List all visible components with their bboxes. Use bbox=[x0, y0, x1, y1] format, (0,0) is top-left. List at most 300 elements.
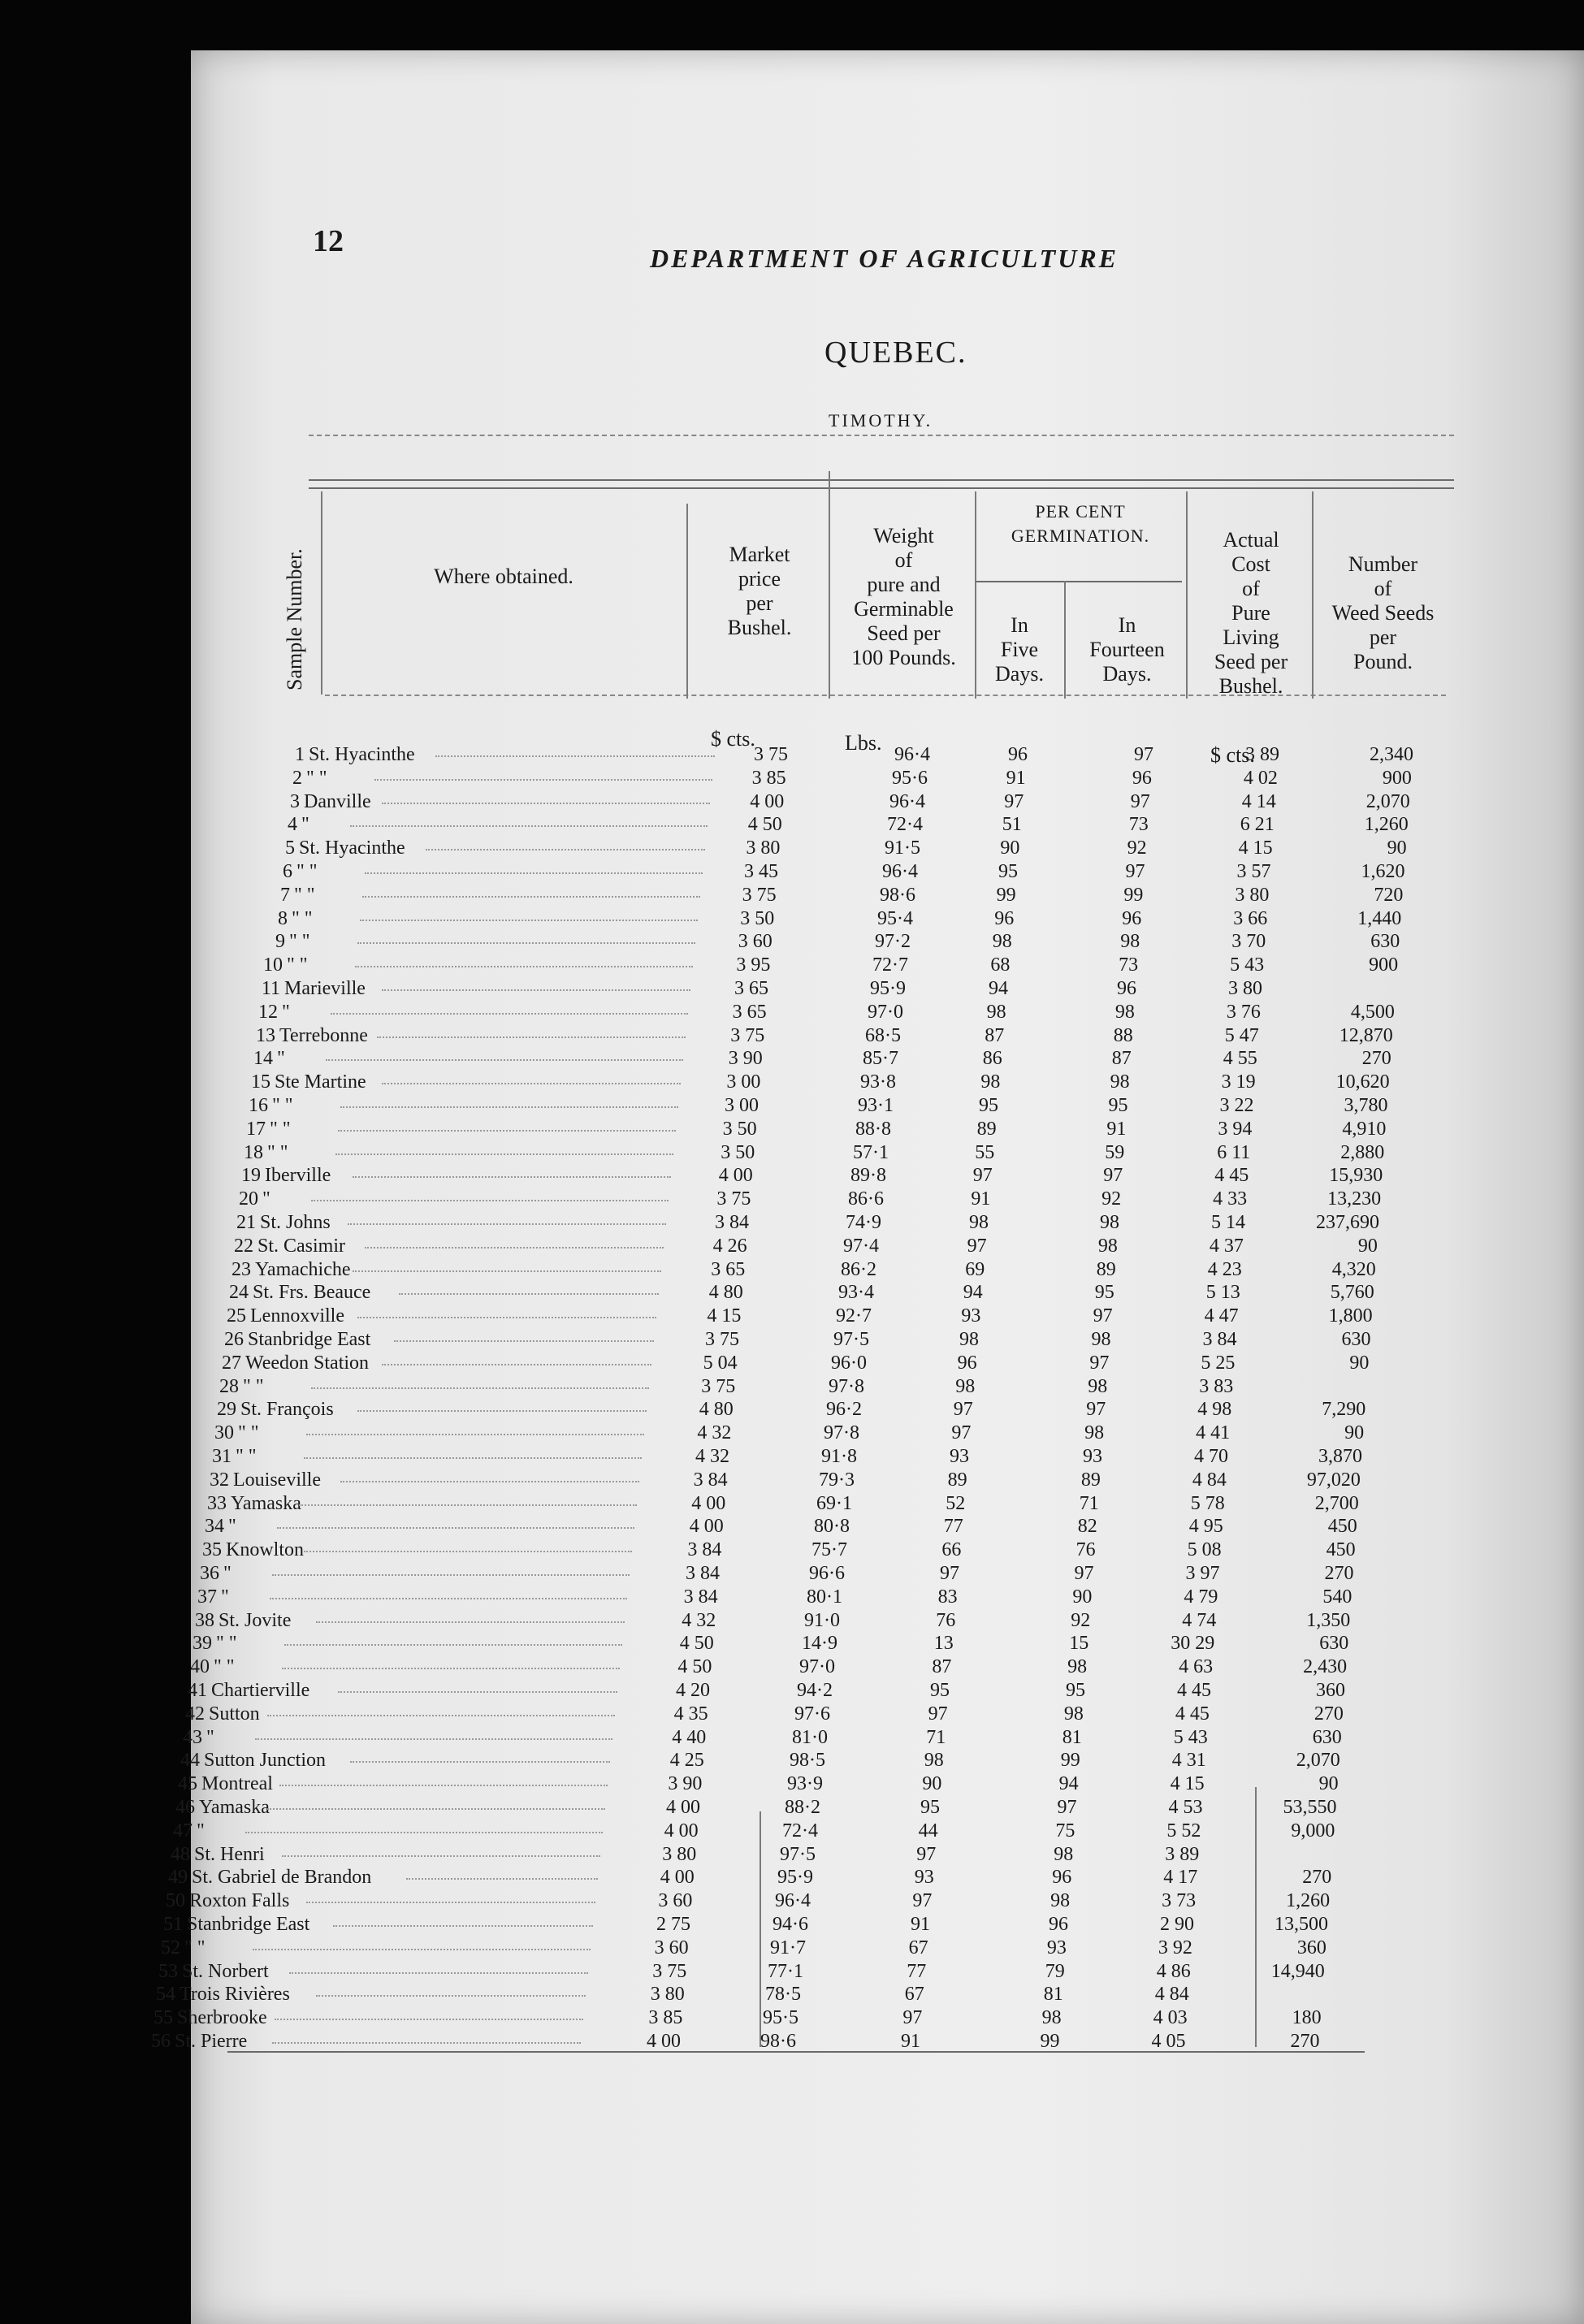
cell-place: " " bbox=[296, 861, 318, 882]
dot-leader bbox=[282, 1847, 600, 1857]
cell-actual-cost: 30 29 bbox=[1171, 1633, 1215, 1655]
dot-leader bbox=[365, 1239, 664, 1249]
cell-actual-cost: 4 14 bbox=[1241, 790, 1276, 812]
cell-place: St. Hyacinthe bbox=[309, 744, 415, 765]
cell-weight: 88·8 bbox=[855, 1118, 891, 1140]
cell-place: St. Jovite bbox=[219, 1609, 292, 1631]
cell-germ-five: 67 bbox=[904, 1984, 924, 2006]
cell-place: " " bbox=[184, 1937, 206, 1958]
cell-germ-five: 97 bbox=[928, 1703, 948, 1725]
table-row bbox=[0, 1890, 1331, 1912]
cell-germ-fourteen: 82 bbox=[1077, 1516, 1097, 1538]
cell-place: " " bbox=[238, 1422, 259, 1444]
cell-weed-seeds: 270 bbox=[1361, 1048, 1391, 1070]
cell-actual-cost: 3 57 bbox=[1236, 861, 1271, 882]
cell-sample-number: 27 bbox=[222, 1352, 241, 1374]
table-row bbox=[0, 1609, 1351, 1631]
unit-weight: Lbs. bbox=[845, 731, 882, 755]
dot-leader bbox=[357, 1309, 656, 1318]
cell-sample-number: 6 bbox=[283, 861, 292, 882]
cell-weight: 91·8 bbox=[821, 1446, 857, 1467]
dot-leader bbox=[299, 1496, 637, 1506]
cell-weed-seeds: 270 bbox=[1290, 2031, 1320, 2052]
table-row bbox=[0, 1633, 1349, 1655]
cell-weed-seeds: 2,340 bbox=[1370, 744, 1413, 765]
cell-germ-fourteen: 98 bbox=[1120, 931, 1140, 953]
cell-germ-fourteen: 98 bbox=[1088, 1375, 1108, 1397]
table-row bbox=[0, 978, 1262, 999]
cell-place: St. Pierre bbox=[175, 2031, 248, 2052]
cell-weed-seeds: 2,880 bbox=[1340, 1141, 1385, 1163]
cell-germ-fourteen: 73 bbox=[1128, 814, 1149, 836]
cell-sample-number: 45 bbox=[178, 1773, 197, 1795]
cell-place: Terrebonne bbox=[279, 1024, 368, 1046]
cell-actual-cost: 4 74 bbox=[1182, 1609, 1217, 1631]
cell-place: " " bbox=[306, 767, 327, 789]
cell-germ-five: 97 bbox=[1004, 790, 1024, 812]
cell-place: Danville bbox=[304, 790, 371, 812]
cell-germ-fourteen: 97 bbox=[1086, 1399, 1106, 1421]
cell-sample-number: 24 bbox=[229, 1282, 249, 1304]
cell-weed-seeds: 1,260 bbox=[1286, 1890, 1331, 1912]
dot-leader bbox=[355, 958, 693, 967]
cell-actual-cost: 2 90 bbox=[1160, 1914, 1194, 1935]
page-number: 12 bbox=[313, 224, 344, 258]
cell-weed-seeds: 720 bbox=[1374, 884, 1404, 906]
cell-place: " " bbox=[243, 1375, 264, 1397]
cell-sample-number: 55 bbox=[154, 2007, 173, 2029]
table-row bbox=[0, 1656, 1348, 1678]
cell-germ-five: 87 bbox=[932, 1656, 952, 1678]
cell-weight: 86·6 bbox=[848, 1188, 884, 1210]
cell-germ-fourteen: 93 bbox=[1083, 1446, 1102, 1467]
cell-germ-five: 13 bbox=[933, 1633, 954, 1655]
cell-germ-five: 93 bbox=[950, 1446, 969, 1467]
cell-weight: 79·3 bbox=[819, 1469, 855, 1491]
cell-place: " " bbox=[270, 1118, 291, 1140]
table-row bbox=[0, 1492, 1359, 1514]
cell-sample-number: 56 bbox=[151, 2031, 171, 2052]
dot-leader bbox=[253, 1941, 591, 1950]
cell-germ-fourteen: 75 bbox=[1055, 1820, 1075, 1841]
cell-actual-cost: 4 23 bbox=[1207, 1258, 1242, 1280]
cell-actual-cost: 5 13 bbox=[1205, 1282, 1240, 1304]
cell-germ-five: 97 bbox=[902, 2007, 923, 2029]
cell-market-price: 4 80 bbox=[708, 1282, 743, 1304]
cell-germ-five: 91 bbox=[911, 1914, 930, 1935]
cell-weed-seeds: 4,320 bbox=[1331, 1258, 1376, 1280]
cell-weight: 93·8 bbox=[860, 1071, 896, 1093]
dot-leader bbox=[435, 747, 715, 757]
cell-place: Trois Rivières bbox=[180, 1984, 290, 2006]
cell-germ-five: 67 bbox=[908, 1937, 928, 1958]
cell-germ-fourteen: 96 bbox=[1132, 767, 1152, 789]
cell-germ-fourteen: 76 bbox=[1075, 1539, 1096, 1561]
cell-market-price: 2 75 bbox=[656, 1914, 690, 1935]
cell-market-price: 3 84 bbox=[683, 1586, 718, 1608]
cell-germ-five: 52 bbox=[946, 1492, 966, 1514]
cell-weight: 74·9 bbox=[846, 1212, 881, 1233]
table-row bbox=[0, 1773, 1339, 1795]
dot-leader bbox=[279, 1777, 608, 1786]
cell-weight: 85·7 bbox=[863, 1048, 898, 1070]
cell-weight: 78·5 bbox=[765, 1984, 801, 2006]
cell-place: " " bbox=[214, 1656, 235, 1678]
cell-weight: 91·5 bbox=[885, 837, 920, 859]
cell-market-price: 3 85 bbox=[751, 767, 786, 789]
cell-weight: 77·1 bbox=[768, 1960, 803, 1982]
dot-leader bbox=[348, 1215, 666, 1225]
cell-germ-five: 98 bbox=[924, 1750, 944, 1772]
cell-weed-seeds: 1,440 bbox=[1357, 907, 1402, 929]
cell-market-price: 3 45 bbox=[744, 861, 778, 882]
germination-rule bbox=[975, 581, 1182, 582]
cell-sample-number: 46 bbox=[175, 1797, 195, 1818]
cell-actual-cost: 4 55 bbox=[1223, 1048, 1257, 1070]
cell-germ-five: 51 bbox=[1002, 814, 1022, 836]
cell-germ-fourteen: 97 bbox=[1089, 1352, 1110, 1374]
cell-market-price: 3 65 bbox=[711, 1258, 746, 1280]
cell-germ-five: 98 bbox=[986, 1001, 1006, 1023]
cell-weed-seeds: 9,000 bbox=[1291, 1820, 1335, 1841]
cell-germ-fourteen: 98 bbox=[1063, 1703, 1084, 1725]
cell-market-price: 5 04 bbox=[703, 1352, 738, 1374]
cell-sample-number: 50 bbox=[166, 1890, 185, 1912]
table-row bbox=[0, 1820, 1335, 1841]
cell-germ-fourteen: 97 bbox=[1130, 790, 1150, 812]
cell-germ-five: 68 bbox=[990, 954, 1011, 976]
cell-market-price: 3 60 bbox=[654, 1937, 689, 1958]
cell-market-price: 3 50 bbox=[721, 1141, 755, 1163]
cell-germ-five: 98 bbox=[955, 1375, 976, 1397]
cell-sample-number: 36 bbox=[200, 1563, 219, 1584]
cell-sample-number: 30 bbox=[214, 1422, 234, 1444]
cell-market-price: 4 00 bbox=[666, 1797, 700, 1818]
cell-market-price: 3 50 bbox=[722, 1118, 757, 1140]
dot-leader bbox=[267, 1800, 605, 1810]
cell-weed-seeds: 13,500 bbox=[1275, 1914, 1328, 1935]
cell-sample-number: 17 bbox=[246, 1118, 266, 1140]
cell-actual-cost: 4 84 bbox=[1192, 1469, 1227, 1491]
cell-actual-cost: 4 05 bbox=[1151, 2031, 1186, 2052]
cell-weed-seeds: 630 bbox=[1341, 1329, 1371, 1350]
cell-germ-fourteen: 98 bbox=[1097, 1235, 1118, 1257]
cell-place: St. Gabriel de Brandon bbox=[192, 1867, 372, 1889]
cell-actual-cost: 4 70 bbox=[1194, 1446, 1228, 1467]
cell-germ-five: 83 bbox=[937, 1586, 958, 1608]
table-row bbox=[0, 1937, 1326, 1958]
cell-place: Sherbrooke bbox=[177, 2007, 267, 2029]
cell-weight: 97·0 bbox=[799, 1656, 835, 1678]
cell-market-price: 4 40 bbox=[672, 1726, 707, 1748]
cell-weight: 98·6 bbox=[760, 2031, 796, 2052]
dot-leader bbox=[382, 1075, 681, 1084]
cell-place: Lennoxville bbox=[250, 1305, 344, 1327]
cell-place: Stanbridge East bbox=[248, 1329, 371, 1350]
dot-leader bbox=[340, 1473, 639, 1482]
cell-actual-cost: 3 76 bbox=[1226, 1001, 1261, 1023]
cell-place: Sutton bbox=[209, 1703, 260, 1725]
cell-place: Yamachiche bbox=[255, 1258, 351, 1280]
cell-market-price: 4 00 bbox=[750, 790, 785, 812]
cell-germ-five: 94 bbox=[989, 978, 1008, 999]
cell-place: " bbox=[262, 1188, 270, 1210]
cell-germ-fourteen: 95 bbox=[1094, 1282, 1114, 1304]
cell-actual-cost: 3 80 bbox=[1228, 978, 1262, 999]
unit-market: $ cts. bbox=[711, 727, 755, 751]
cell-weight: 80·8 bbox=[814, 1516, 850, 1538]
cell-actual-cost: 3 94 bbox=[1218, 1118, 1253, 1140]
cell-market-price: 4 00 bbox=[664, 1820, 699, 1841]
top-rule-dotted bbox=[309, 435, 1454, 436]
dot-leader bbox=[316, 1987, 586, 1997]
cell-place: " bbox=[223, 1563, 232, 1584]
cell-sample-number: 21 bbox=[236, 1212, 256, 1233]
cell-sample-number: 49 bbox=[168, 1867, 188, 1889]
cell-actual-cost: 4 15 bbox=[1170, 1773, 1205, 1795]
cell-germ-fourteen: 95 bbox=[1066, 1680, 1085, 1701]
cell-weed-seeds: 900 bbox=[1382, 767, 1412, 789]
cell-place: Marieville bbox=[284, 978, 366, 999]
dot-leader bbox=[426, 841, 705, 850]
dot-leader bbox=[382, 981, 690, 991]
province-title: QUEBEC. bbox=[824, 335, 967, 370]
cell-market-price: 4 32 bbox=[697, 1422, 732, 1444]
cell-actual-cost: 6 21 bbox=[1240, 814, 1275, 836]
cell-weed-seeds: 13,230 bbox=[1327, 1188, 1382, 1210]
dot-leader bbox=[284, 1636, 622, 1646]
cell-germ-fourteen: 96 bbox=[1122, 907, 1142, 929]
cell-sample-number: 23 bbox=[232, 1258, 251, 1280]
dot-leader bbox=[326, 1051, 683, 1061]
cell-market-price: 4 26 bbox=[712, 1235, 747, 1257]
table-row bbox=[0, 1960, 1325, 1982]
cell-place: " " bbox=[236, 1446, 257, 1467]
cell-sample-number: 19 bbox=[241, 1165, 261, 1187]
cell-germ-five: 95 bbox=[920, 1797, 940, 1818]
cell-weed-seeds: 360 bbox=[1316, 1680, 1345, 1701]
cell-germ-fourteen: 92 bbox=[1127, 837, 1147, 859]
cell-market-price: 3 60 bbox=[738, 931, 773, 953]
cell-actual-cost: 4 03 bbox=[1153, 2007, 1188, 2029]
cell-weight: 97·0 bbox=[868, 1001, 903, 1023]
table-row bbox=[0, 1212, 1379, 1233]
cell-sample-number: 11 bbox=[261, 978, 280, 999]
dot-leader bbox=[394, 1332, 654, 1342]
cell-place: St. François bbox=[240, 1399, 334, 1421]
table-row bbox=[0, 1726, 1342, 1748]
cell-sample-number: 14 bbox=[253, 1048, 273, 1070]
cell-place: " bbox=[301, 814, 309, 836]
cell-actual-cost: 5 43 bbox=[1173, 1726, 1208, 1748]
table-row bbox=[0, 1563, 1354, 1584]
dot-leader bbox=[335, 1145, 673, 1155]
cell-market-price: 3 75 bbox=[701, 1375, 736, 1397]
header-five-days: In Five Days. bbox=[995, 613, 1044, 686]
dot-leader bbox=[374, 771, 712, 781]
cell-germ-fourteen: 98 bbox=[1100, 1212, 1119, 1233]
cell-market-price: 4 35 bbox=[673, 1703, 708, 1725]
cell-germ-fourteen: 95 bbox=[1108, 1095, 1128, 1116]
cell-actual-cost: 4 63 bbox=[1179, 1656, 1214, 1678]
cell-germ-five: 69 bbox=[965, 1258, 985, 1280]
cell-place: " bbox=[206, 1726, 214, 1748]
cell-actual-cost: 4 15 bbox=[1238, 837, 1273, 859]
cell-market-price: 4 80 bbox=[699, 1399, 734, 1421]
table-row bbox=[0, 2031, 1320, 2052]
table-row bbox=[0, 1141, 1385, 1163]
table-row bbox=[0, 1258, 1376, 1280]
cell-germ-fourteen: 71 bbox=[1079, 1492, 1099, 1514]
cell-actual-cost: 3 89 bbox=[1245, 744, 1279, 765]
cell-place: " " bbox=[294, 884, 315, 906]
table-row bbox=[0, 1305, 1373, 1327]
cell-actual-cost: 3 89 bbox=[1165, 1843, 1200, 1865]
cell-sample-number: 5 bbox=[285, 837, 295, 859]
cell-weed-seeds: 900 bbox=[1369, 954, 1399, 976]
dot-leader bbox=[306, 1426, 644, 1435]
header-top-rule bbox=[309, 479, 1454, 481]
cell-germ-five: 89 bbox=[947, 1469, 967, 1491]
cell-actual-cost: 5 25 bbox=[1201, 1352, 1236, 1374]
cell-market-price: 3 80 bbox=[662, 1843, 697, 1865]
header-germination: PER CENT GERMINATION. bbox=[1011, 501, 1150, 546]
col-divider bbox=[1186, 491, 1188, 699]
cell-actual-cost: 5 47 bbox=[1224, 1024, 1259, 1046]
cell-weed-seeds: 360 bbox=[1296, 1937, 1326, 1958]
cell-place: " " bbox=[289, 931, 310, 953]
cell-sample-number: 34 bbox=[205, 1516, 224, 1538]
cell-market-price: 3 75 bbox=[730, 1024, 765, 1046]
table-row bbox=[0, 1422, 1365, 1444]
cell-germ-five: 98 bbox=[959, 1329, 979, 1350]
cell-weight: 97·8 bbox=[829, 1375, 864, 1397]
cell-sample-number: 12 bbox=[258, 1001, 278, 1023]
cell-weight: 95·4 bbox=[877, 907, 913, 929]
cell-weed-seeds: 2,430 bbox=[1303, 1656, 1348, 1678]
table-row bbox=[0, 1095, 1388, 1116]
cell-weed-seeds: 90 bbox=[1349, 1352, 1370, 1374]
dot-leader bbox=[340, 1098, 678, 1108]
cell-sample-number: 10 bbox=[263, 954, 283, 976]
cell-weed-seeds: 14,940 bbox=[1270, 1960, 1325, 1982]
cell-sample-number: 37 bbox=[197, 1586, 217, 1608]
table-row bbox=[0, 814, 1409, 836]
cell-place: Stanbridge East bbox=[187, 1914, 310, 1935]
cell-germ-fourteen: 98 bbox=[1041, 2007, 1062, 2029]
cell-place: Ste Martine bbox=[275, 1071, 366, 1093]
cell-germ-fourteen: 98 bbox=[1114, 1001, 1135, 1023]
cell-actual-cost: 5 08 bbox=[1187, 1539, 1222, 1561]
cell-germ-fourteen: 96 bbox=[1049, 1914, 1068, 1935]
cell-germ-fourteen: 96 bbox=[1052, 1867, 1072, 1889]
cell-actual-cost: 4 53 bbox=[1168, 1797, 1203, 1818]
table-row bbox=[0, 2007, 1322, 2029]
table-row bbox=[0, 1282, 1374, 1304]
dot-leader bbox=[360, 911, 698, 921]
cell-market-price: 3 95 bbox=[736, 954, 771, 976]
cell-germ-five: 96 bbox=[994, 907, 1015, 929]
dot-leader bbox=[304, 1543, 632, 1552]
cell-market-price: 3 85 bbox=[648, 2007, 683, 2029]
cell-germ-five: 87 bbox=[985, 1024, 1005, 1046]
cell-sample-number: 41 bbox=[188, 1680, 207, 1701]
dot-leader bbox=[267, 1707, 615, 1716]
cell-market-price: 4 25 bbox=[669, 1750, 704, 1772]
dot-leader bbox=[304, 1449, 642, 1459]
cell-weed-seeds: 15,930 bbox=[1329, 1165, 1383, 1187]
cell-market-price: 3 90 bbox=[728, 1048, 763, 1070]
cell-weight: 94·6 bbox=[773, 1914, 808, 1935]
cell-weight: 68·5 bbox=[865, 1024, 901, 1046]
cell-weight: 97·5 bbox=[833, 1329, 869, 1350]
cell-weight: 97·5 bbox=[780, 1843, 816, 1865]
cell-sample-number: 40 bbox=[190, 1656, 210, 1678]
cell-germ-fourteen: 98 bbox=[1050, 1890, 1071, 1912]
cell-actual-cost: 3 22 bbox=[1219, 1095, 1254, 1116]
cell-actual-cost: 3 19 bbox=[1221, 1071, 1256, 1093]
cell-actual-cost: 4 37 bbox=[1209, 1235, 1244, 1257]
cell-actual-cost: 6 11 bbox=[1217, 1141, 1251, 1163]
dot-leader bbox=[316, 1613, 625, 1623]
dot-leader bbox=[311, 1379, 649, 1389]
cell-weed-seeds: 90 bbox=[1344, 1422, 1365, 1444]
cell-germ-fourteen: 15 bbox=[1069, 1633, 1089, 1655]
cell-weight: 97·2 bbox=[875, 931, 911, 953]
cell-weed-seeds: 1,800 bbox=[1328, 1305, 1373, 1327]
cell-actual-cost: 3 73 bbox=[1162, 1890, 1197, 1912]
cell-germ-five: 97 bbox=[953, 1399, 973, 1421]
cell-actual-cost: 4 95 bbox=[1188, 1516, 1223, 1538]
cell-sample-number: 15 bbox=[251, 1071, 270, 1093]
cell-germ-five: 44 bbox=[918, 1820, 938, 1841]
cell-weight: 96·4 bbox=[775, 1890, 811, 1912]
cell-weed-seeds: 90 bbox=[1318, 1773, 1339, 1795]
dot-leader bbox=[245, 1824, 603, 1833]
cell-germ-five: 90 bbox=[922, 1773, 942, 1795]
cell-germ-five: 71 bbox=[926, 1726, 946, 1748]
cell-germ-five: 91 bbox=[1006, 767, 1026, 789]
cell-sample-number: 32 bbox=[210, 1469, 229, 1491]
cell-actual-cost: 3 92 bbox=[1158, 1937, 1192, 1958]
cell-germ-fourteen: 92 bbox=[1071, 1609, 1091, 1631]
cell-germ-fourteen: 99 bbox=[1040, 2031, 1060, 2052]
cell-actual-cost: 4 45 bbox=[1214, 1165, 1249, 1187]
cell-germ-fourteen: 88 bbox=[1113, 1024, 1133, 1046]
cell-sample-number: 3 bbox=[290, 790, 300, 812]
dot-leader bbox=[365, 864, 703, 874]
col-divider bbox=[686, 504, 688, 699]
cell-place: St. Johns bbox=[260, 1212, 331, 1233]
cell-sample-number: 8 bbox=[278, 907, 288, 929]
cell-weight: 96·0 bbox=[831, 1352, 867, 1374]
cell-germ-fourteen: 98 bbox=[1084, 1422, 1105, 1444]
dot-leader bbox=[377, 1028, 686, 1038]
cell-sample-number: 2 bbox=[292, 767, 302, 789]
dot-leader bbox=[382, 794, 710, 804]
cell-weed-seeds: 4,500 bbox=[1350, 1001, 1395, 1023]
table-row bbox=[0, 1680, 1345, 1701]
cell-weed-seeds: 90 bbox=[1357, 1235, 1378, 1257]
dot-leader bbox=[255, 1730, 612, 1740]
cell-weed-seeds: 7,290 bbox=[1322, 1399, 1366, 1421]
cell-sample-number: 4 bbox=[288, 814, 297, 836]
cell-sample-number: 28 bbox=[219, 1375, 239, 1397]
cell-weight: 95·9 bbox=[777, 1867, 813, 1889]
cell-germ-five: 77 bbox=[907, 1960, 927, 1982]
cell-actual-cost: 3 70 bbox=[1231, 931, 1266, 953]
cell-market-price: 3 84 bbox=[686, 1563, 720, 1584]
